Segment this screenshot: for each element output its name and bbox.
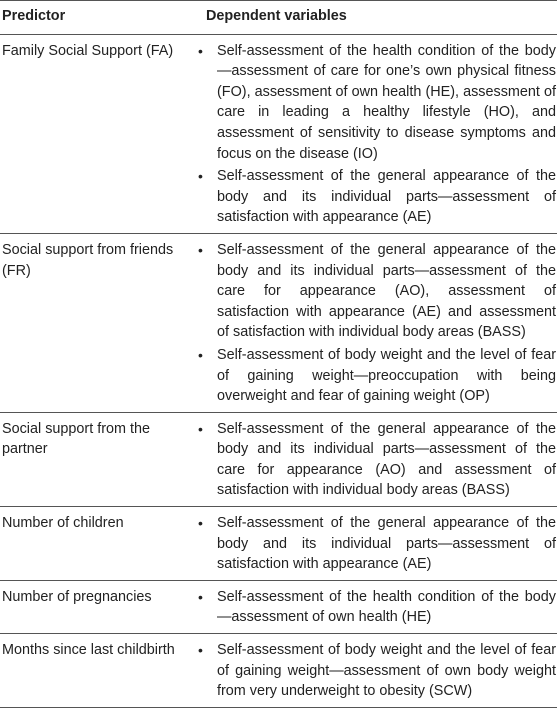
bullet-icon: • [198,642,203,659]
predictor-cell: Social support from friends (FR) [0,233,196,412]
list-item-text: Self-assessment of body weight and the level of fear of gaining weight—preoccupation with being overweight and fear of gaining weight (OP) [217,346,556,405]
list-item-text: Self-assessment of the health condition of the body—assessment of own health (HE) [217,588,556,626]
list-item-text: Self-assessment of body weight and the level of fear of gaining weight—assessment of own body weight from very underweight to obesity (SCW) [217,642,556,700]
list-item [196,345,556,407]
list-item [196,640,556,702]
predictor-cell: Number of children [0,507,196,581]
list-item [196,166,556,228]
predictor-column-header: Predictor [0,1,196,35]
list-item [196,41,556,165]
dependent-variables-list [196,513,556,575]
bullet-icon: • [198,420,203,437]
predictor-cell: Months since last childbirth [0,634,196,708]
dependent-variables-cell [196,34,557,233]
table-row [0,507,557,581]
list-item [196,587,556,628]
predictor-cell: Family Social Support (FA) [0,34,196,233]
list-item-text: Self-assessment of the general appearance of the body and its individual parts—assessment of the care for appearance (AO) and assessment of satisfaction with individual body areas (BASS) [217,420,556,499]
table-row [0,34,557,233]
bullet-icon: • [198,168,203,185]
predictor-cell: Number of pregnancies [0,580,196,633]
dependent-variables-list [196,640,556,702]
list-item [196,240,556,343]
bullet-icon: • [198,346,203,363]
dependent-variables-column-header: Dependent variables [196,1,557,35]
dependent-variables-cell [196,580,557,633]
dependent-variables-list [196,419,556,501]
table-header-row [0,1,557,35]
table-row [0,634,557,708]
dependent-variables-cell [196,412,557,506]
dependent-variables-list [196,240,556,407]
list-item [196,513,556,575]
table-body [0,34,557,707]
dependent-variables-cell [196,634,557,708]
dependent-variables-cell [196,233,557,412]
predictor-cell: Social support from the partner [0,412,196,506]
list-item-text: Self-assessment of the general appearance of the body and its individual parts—assessment of satisfaction with appearance (AE) [217,515,556,573]
table-row [0,412,557,506]
list-item [196,419,556,501]
dependent-variables-list [196,41,556,228]
dependent-variables-cell [196,507,557,581]
bullet-icon: • [198,588,203,605]
bullet-icon: • [198,42,203,59]
list-item-text: Self-assessment of the health condition of the body—assessment of care for one’s own physical fitness (FO), assessment of own health (HE), assessment of care in leading a healthy lifestyle (HO), and assessment of sensitivity to disease symptoms and focus on the disease (IO) [217,42,556,162]
list-item-text: Self-assessment of the general appearance of the body and its individual parts—assessment of the care for appearance (AO), assessment of satisfaction with appearance (AE) and assessment of satisfaction with individual body areas (BASS) [217,241,556,341]
dependent-variables-list [196,587,556,628]
bullet-icon: • [198,241,203,258]
table-row [0,233,557,412]
table-row [0,580,557,633]
bullet-icon: • [198,515,203,532]
list-item-text: Self-assessment of the general appearance of the body and its individual parts—assessment of satisfaction with appearance (AE) [217,168,556,226]
